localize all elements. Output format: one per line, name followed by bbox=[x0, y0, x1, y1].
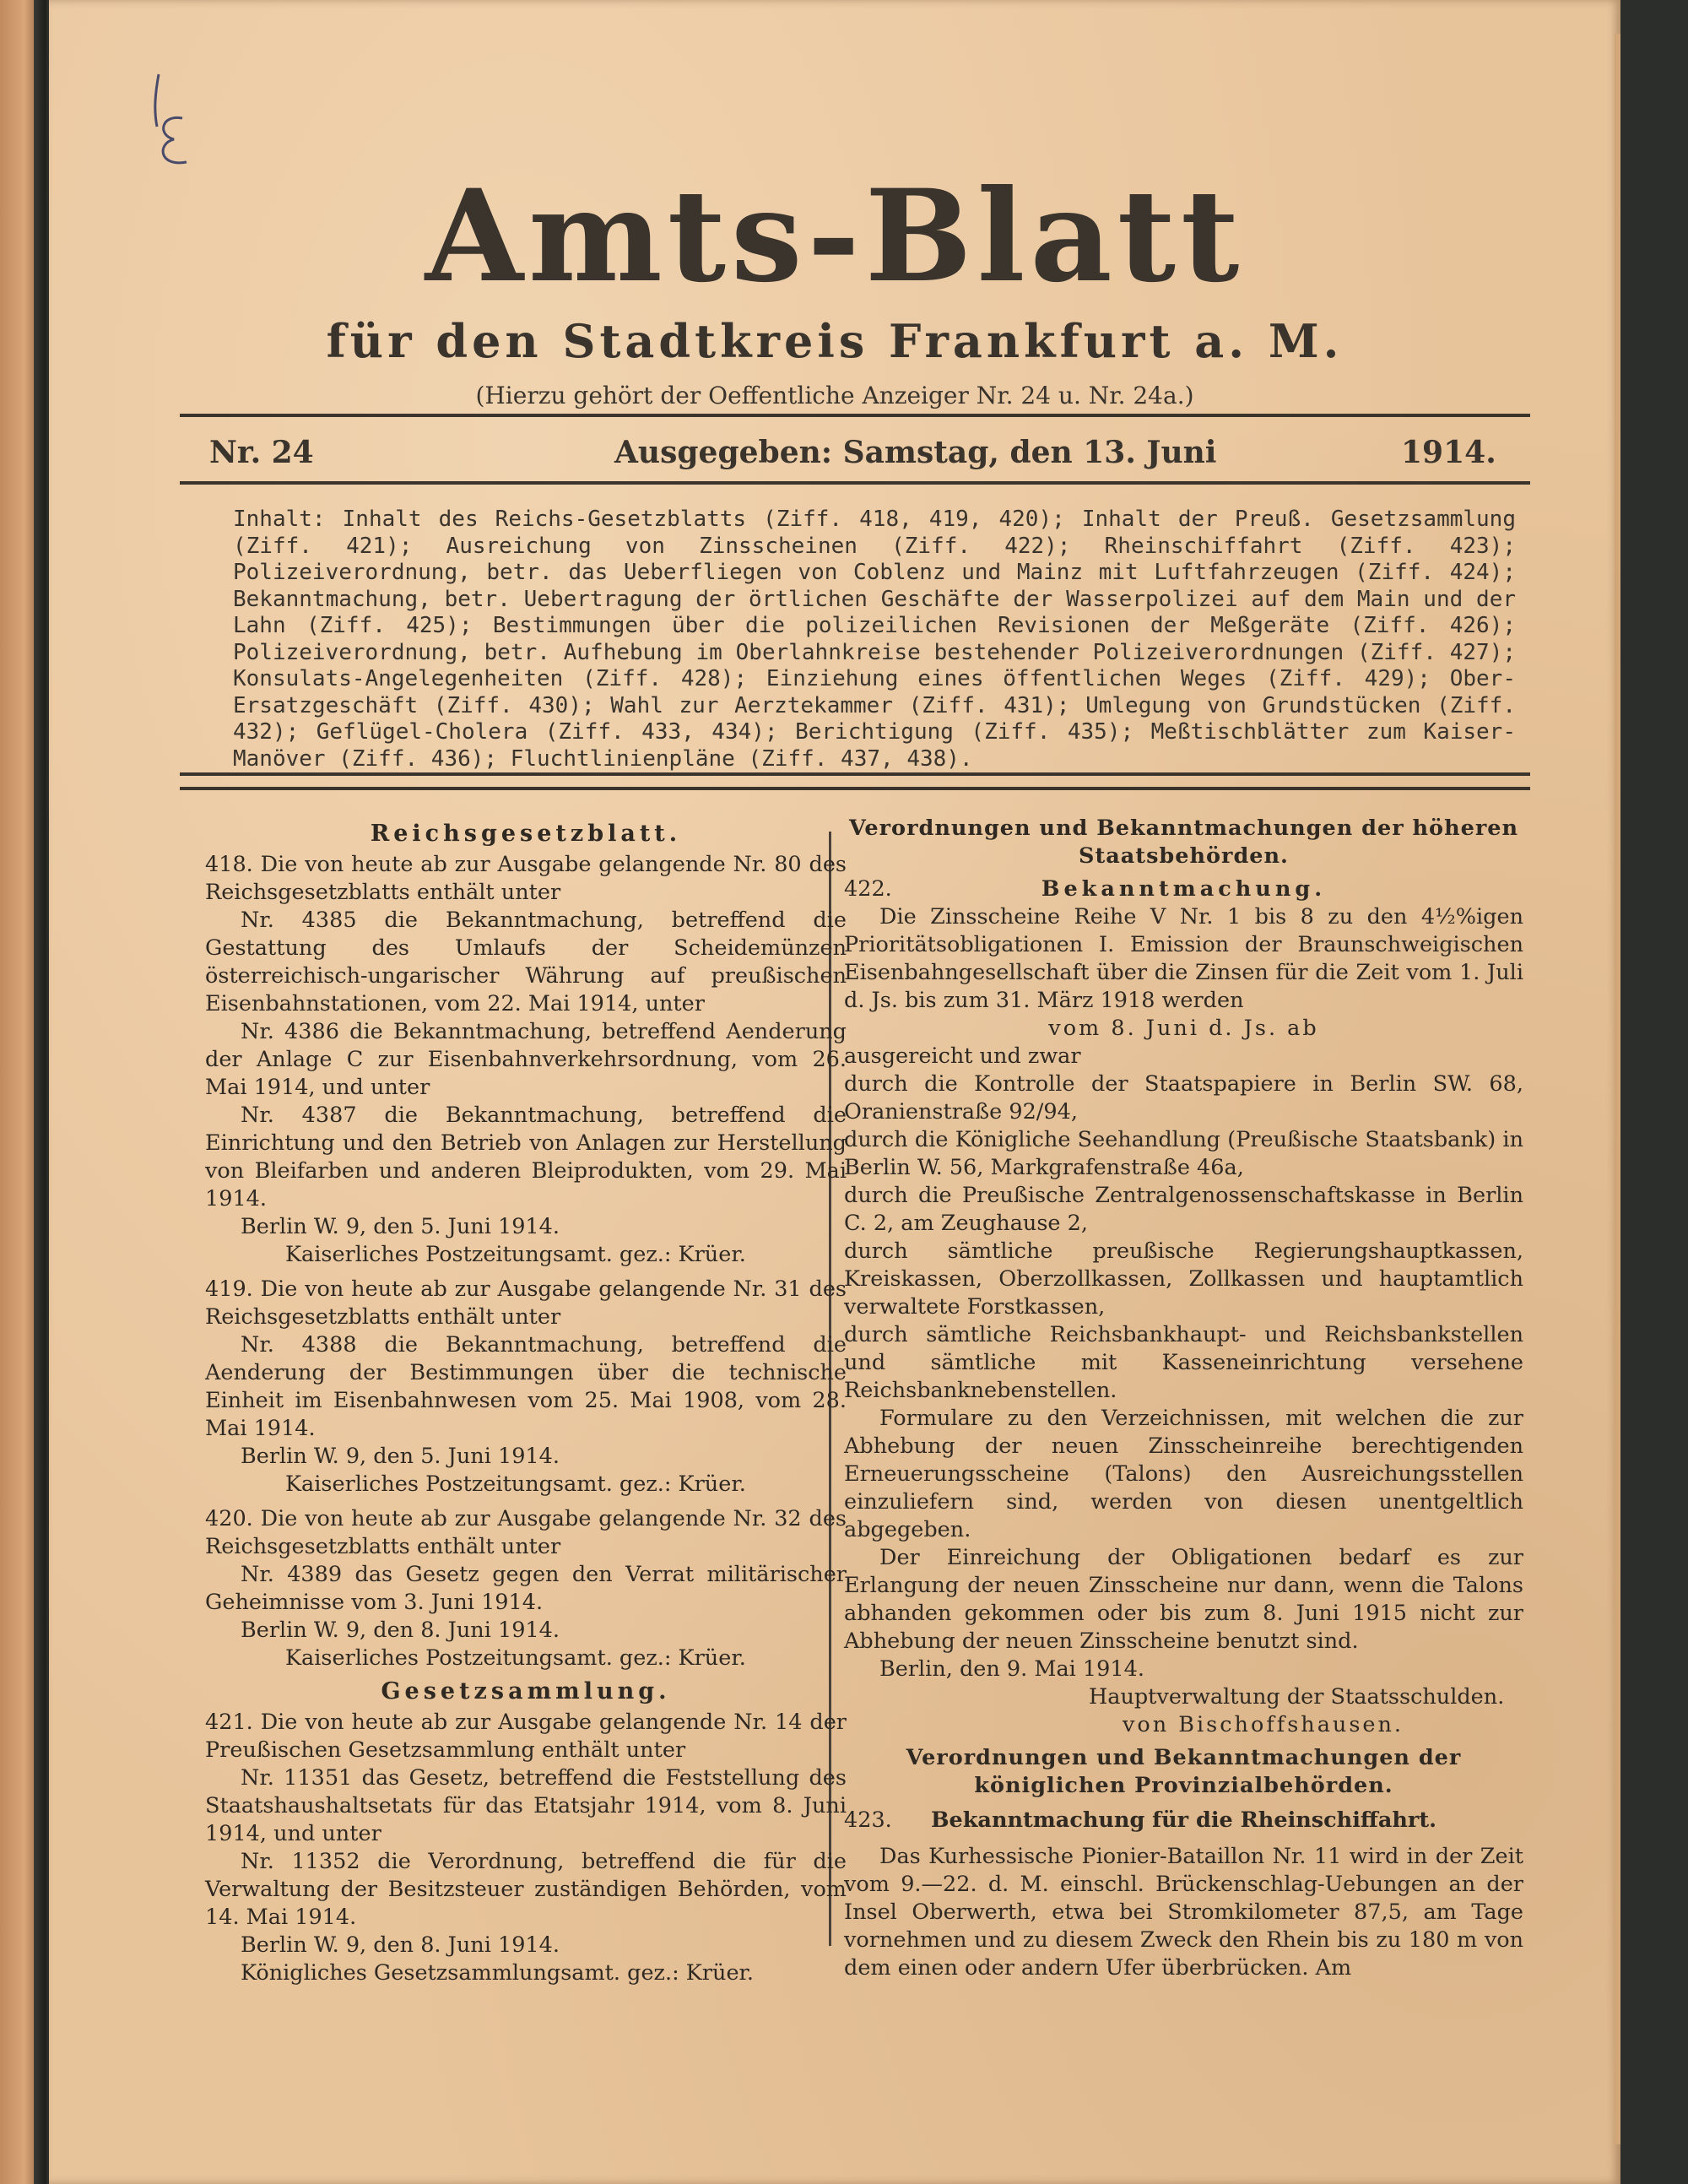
heading-hoehere-staatsbehoerden: Verordnungen und Bekanntmachungen der höheren Staatsbehörden. bbox=[848, 816, 1519, 869]
entry-421-place: Berlin W. 9, den 8. Juni 1914. bbox=[241, 1932, 560, 1958]
table-of-contents: Inhalt: Inhalt des Reichs-Gesetzblatts (Ziff. 418, 419, 420); Inhalt der Preuß. Gesetzsammlung (Ziff. 421); Ausreichung von Zinsscheinen (Ziff. 422); Rheinschiffahrt (Ziff. 423); Polizeiverordnung, betr. das Ueberfliegen von Coblenz und Mainz mit Luftfahrzeugen (Ziff. 424); Bekanntmachung, betr. Uebertragung der örtlichen Geschäfte der Wasserpolizei auf dem Main und der Lahn (Ziff. 425); Bestimmungen über die polizeilichen Revisionen der Meßgeräte (Ziff. 426); Polizeiverordnung, betr. Aufhebung im Oberlahnkreise bestehender Polizeiverordnungen (Ziff. 427); Konsulats-Angelegenheiten (Ziff. 428); Einziehung eines öffentlichen Weges (Ziff. 429); Ober-Ersatzgeschäft (Ziff. 430); Wahl zur Aerztekammer (Ziff. 431); Umlegung von Grundstücken (Ziff. 432); Geflügel-Cholera (Ziff. 433, 434); Berichtigung (Ziff. 435); Meßtischblätter zum Kaiser-Manöver (Ziff. 436); Fluchtlinienpläne (Ziff. 437, 438). bbox=[233, 507, 1516, 772]
masthead-subtitle: für den Stadtkreis Frankfurt a. M. bbox=[326, 314, 1344, 368]
issue-number: Nr. 24 bbox=[209, 435, 314, 470]
entry-422-date: vom 8. Juni d. Js. ab bbox=[1048, 1016, 1319, 1041]
entry-422-p4: Der Einreichung der Obligationen bedarf es zur Erlangung der neuen Zinsscheine nur dann, wenn die Talons abhanden gekommen oder bis zum 8. Juni 1915 nicht zur Abhebung der neuen Zinsscheine benutzt sind. bbox=[844, 1545, 1523, 1654]
entry-421-intro: 421. Die von heute ab zur Ausgabe gelangende Nr. 14 der Preußischen Gesetzsammlung enthält unter bbox=[205, 1710, 847, 1763]
masthead-title: Amts-Blatt bbox=[425, 162, 1245, 311]
entry-421-signature: Königliches Gesetzsammlungsamt. gez.: Krüer. bbox=[241, 1960, 755, 1986]
document-page bbox=[49, 0, 1620, 2184]
heading-reichsgesetzblatt: Reichsgesetzblatt. bbox=[370, 821, 682, 847]
entry-421-a: Nr. 11351 das Gesetz, betreffend die Feststellung des Staatshaushaltsetats für das Etatsjahr 1914, vom 8. Juni 1914, und unter bbox=[205, 1765, 847, 1846]
entry-422-header bbox=[844, 875, 1523, 903]
entry-423-header bbox=[844, 1807, 1523, 1834]
entry-419-signature: Kaiserliches Postzeitungsamt. gez.: Krüer. bbox=[285, 1471, 746, 1497]
entry-418-intro: 418. Die von heute ab zur Ausgabe gelangende Nr. 80 des Reichsgesetzblatts enthält unter bbox=[205, 852, 847, 905]
entry-422-office-1: durch die Kontrolle der Staatspapiere in Berlin SW. 68, Oranienstraße 92/94, bbox=[844, 1071, 1523, 1125]
entry-418-signature: Kaiserliches Postzeitungsamt. gez.: Krüer. bbox=[285, 1242, 746, 1267]
entry-418-c: Nr. 4387 die Bekanntmachung, betreffend die Einrichtung und den Betrieb von Anlagen zur Herstellung von Bleifarben und anderen Bleiprodukten, vom 29. Mai 1914. bbox=[205, 1103, 847, 1211]
entry-422-title: Bekanntmachung. bbox=[1041, 876, 1327, 902]
entry-418-a: Nr. 4385 die Bekanntmachung, betreffend die Gestattung des Umlaufs der Scheidemünzen österreichisch-ungarischer Währung auf preußischen Eisenbahnstationen, vom 22. Mai 1914, unter bbox=[205, 908, 847, 1016]
entry-419-place: Berlin W. 9, den 5. Juni 1914. bbox=[241, 1444, 560, 1469]
entry-420-a: Nr. 4389 das Gesetz gegen den Verrat militärischer Geheimnisse vom 3. Juni 1914. bbox=[205, 1562, 847, 1615]
entry-421-b: Nr. 11352 die Verordnung, betreffend die für die Verwaltung der Besitzsteuer zuständigen Behörden, vom 14. Mai 1914. bbox=[205, 1849, 847, 1930]
entry-422-office-3: durch die Preußische Zentralgenossenschaftskasse in Berlin C. 2, am Zeughause 2, bbox=[844, 1183, 1523, 1236]
entry-422-office-2: durch die Königliche Seehandlung (Preußische Staatsbank) in Berlin W. 56, Markgrafenstraße 46a, bbox=[844, 1127, 1523, 1180]
entry-422-number: 422. bbox=[844, 876, 892, 902]
entry-422-p1: Die Zinsscheine Reihe V Nr. 1 bis 8 zu den 4½%igen Prioritätsobligationen I. Emission der Braunschweigischen Eisenbahngesellschaft über die Zinsen für die Zeit vom 1. Juli d. Js. bis zum 31. März 1918 werden bbox=[844, 904, 1523, 1013]
entry-420-intro: 420. Die von heute ab zur Ausgabe gelangende Nr. 32 des Reichsgesetzblatts enthält unter bbox=[205, 1506, 847, 1559]
entry-423-p1: Das Kurhessische Pionier-Bataillon Nr. 11 wird in der Zeit vom 9.—22. d. M. einschl. Brückenschlag-Uebungen an der Insel Oberwerth, etwa bei Stromkilometer 87,5, am Tage vornehmen und zu diesem Zweck den Rhein bis zu 180 m von dem einen oder andern Ufer überbrücken. Am bbox=[844, 1844, 1523, 1981]
entry-423-number: 423. bbox=[844, 1807, 892, 1833]
issue-year: 1914. bbox=[1401, 435, 1496, 470]
entry-423-title: Bekanntmachung für die Rheinschiffahrt. bbox=[930, 1807, 1436, 1833]
rule-top bbox=[180, 414, 1530, 417]
entry-422-place: Berlin, den 9. Mai 1914. bbox=[879, 1656, 1144, 1682]
entry-422-office-4: durch sämtliche preußische Regierungshauptkassen, Kreiskassen, Oberzollkassen, Zollkassen und hauptamtlich verwaltete Forstkassen, bbox=[844, 1238, 1523, 1320]
issue-date: Ausgegeben: Samstag, den 13. Juni bbox=[614, 435, 1217, 470]
entry-422-office-5: durch sämtliche Reichsbankhaupt- und Reichsbankstellen und sämtliche mit Kasseneinrichtung versehene Reichsbanknebenstellen. bbox=[844, 1322, 1523, 1403]
entry-420-signature: Kaiserliches Postzeitungsamt. gez.: Krüer. bbox=[285, 1645, 746, 1671]
entry-420-place: Berlin W. 9, den 8. Juni 1914. bbox=[241, 1618, 560, 1643]
entry-419-intro: 419. Die von heute ab zur Ausgabe gelangende Nr. 31 des Reichsgesetzblatts enthält unter bbox=[205, 1276, 847, 1330]
entry-422-p3: Formulare zu den Verzeichnissen, mit welchen die zur Abhebung der neuen Zinsscheinreihe berechtigenden Erneuerungsscheine (Talons) den Ausreichungsstellen einzuliefern sind, werden von diesen unentgeltlich abgegeben. bbox=[844, 1406, 1523, 1542]
rule-toc-2 bbox=[180, 787, 1530, 790]
rule-toc-1 bbox=[180, 772, 1530, 776]
entry-419-a: Nr. 4388 die Bekanntmachung, betreffend die Aenderung der Bestimmungen über die technische Einheit im Eisenbahnwesen vom 25. Mai 1908, vom 28. Mai 1914. bbox=[205, 1332, 847, 1441]
handwritten-mark-icon bbox=[140, 68, 199, 177]
left-column bbox=[205, 815, 847, 1987]
entry-418-b: Nr. 4386 die Bekanntmachung, betreffend Aenderung der Anlage C zur Eisenbahnverkehrsordnung, vom 26. Mai 1914, und unter bbox=[205, 1019, 847, 1100]
heading-gesetzsammlung: Gesetzsammlung. bbox=[381, 1678, 671, 1704]
entry-422-signature-name: von Bischoffshausen. bbox=[1123, 1712, 1404, 1737]
entry-422-signature-office: Hauptverwaltung der Staatsschulden. bbox=[1089, 1684, 1505, 1710]
rule-issue bbox=[180, 481, 1530, 485]
issue-row bbox=[209, 435, 1518, 477]
entry-418-place: Berlin W. 9, den 5. Juni 1914. bbox=[241, 1214, 560, 1239]
masthead-note: (Hierzu gehört der Oeffentliche Anzeiger Nr. 24 u. Nr. 24a.) bbox=[475, 382, 1194, 409]
right-column bbox=[844, 815, 1523, 1982]
entry-422-p2: ausgereicht und zwar bbox=[844, 1043, 1081, 1069]
heading-provinzialbehoerden: Verordnungen und Bekanntmachungen der königlichen Provinzialbehörden. bbox=[906, 1745, 1462, 1798]
